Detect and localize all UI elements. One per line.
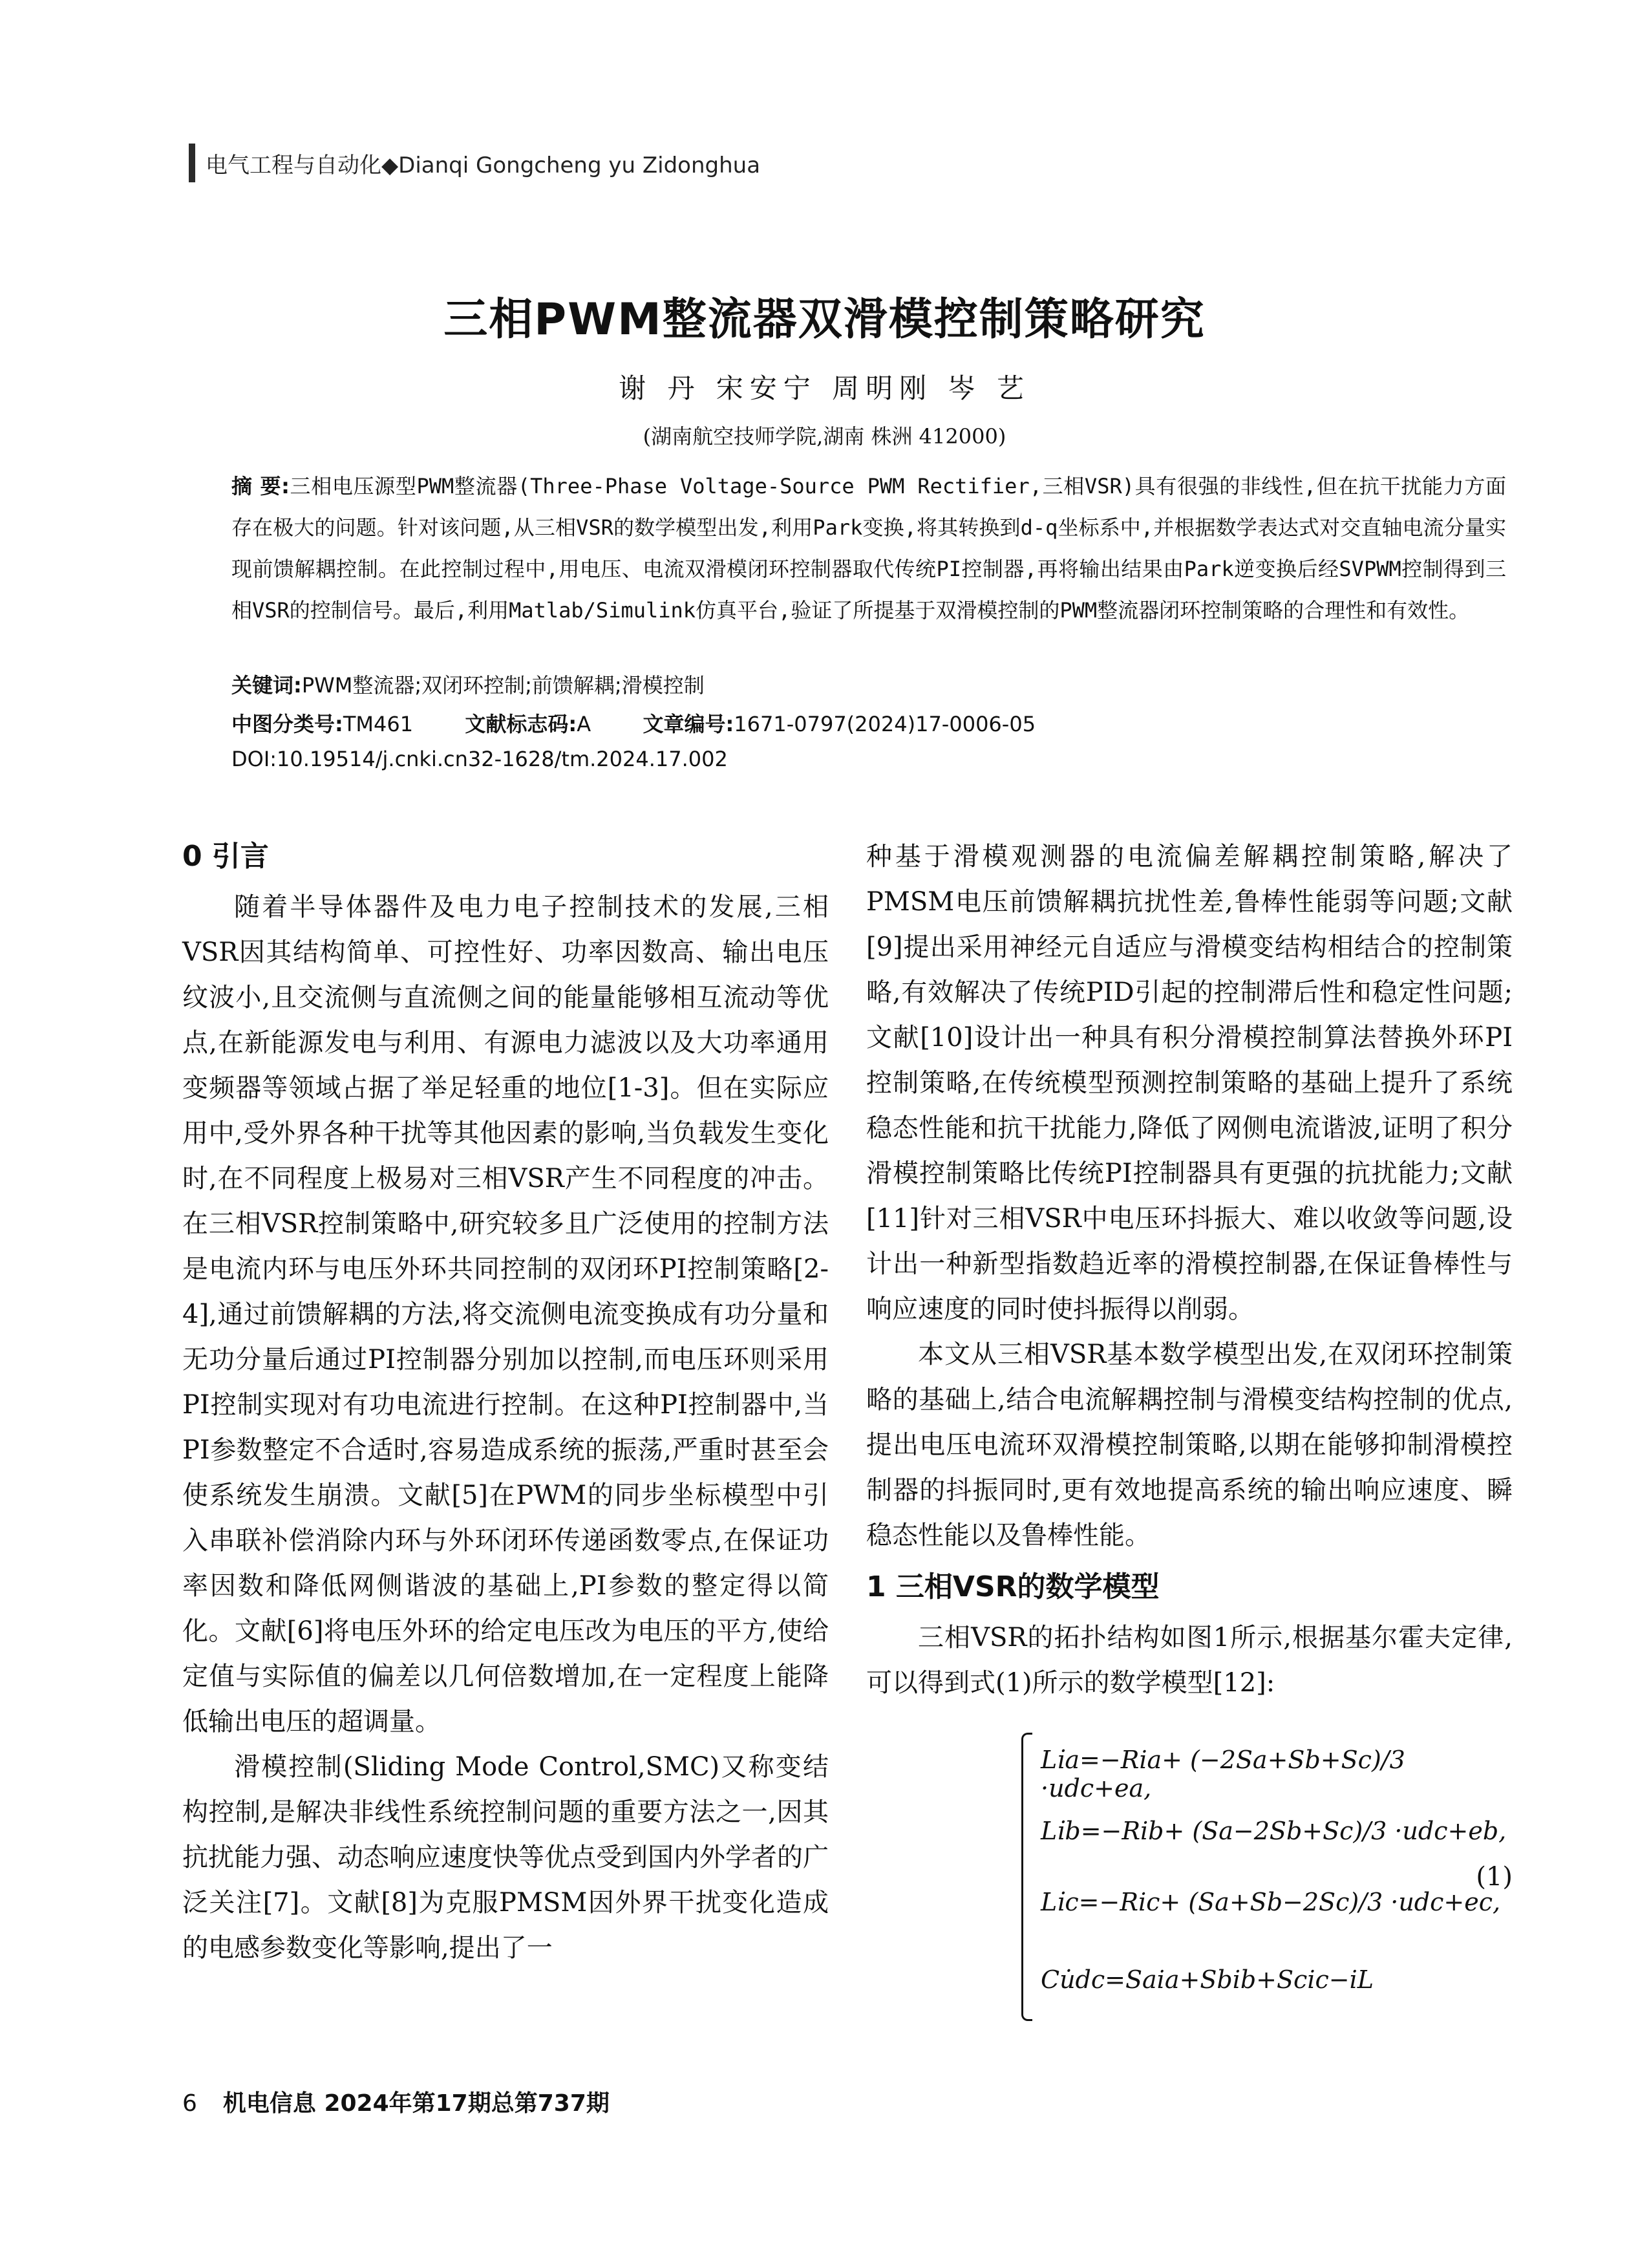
section-0-paragraph-1: 随着半导体器件及电力电子控制技术的发展,三相VSR因其结构简单、可控性好、功率因数高、输出电压纹波小,且交流侧与直流侧之间的能量能够相互流动等优点,在新能源发电与利用、有源电力滤波以及大功率通用变频器等领域占据了举足轻重的地位[1-3]。但在实际应用中,受外界各种干扰等其他因素的影响,当负载发生变化时,在不同程度上极易对三相VSR产生不同程度的冲击。在三相VSR控制策略中,研究较多且广泛使用的控制方法是电流内环与电压外环共同控制的双闭环PI控制策略[2-4],通过前馈解耦的方法,将交流侧电流变换成有功分量和无功分量后通过PI控制器分别加以控制,而电压环则采用PI控制实现对有功电流进行控制。在这种PI控制器中,当PI参数整定不合适时,容易造成系统的振荡,严重时甚至会使系统发生崩溃。文献[5]在PWM的同步坐标模型中引入串联补偿消除内环与外环闭环传递函数零点,在保证功率因数和降低网侧谐波的基础上,PI参数的整定得以简化。文献[6]将电压外环的给定电压改为电压的平方,使给定值与实际值的偏差以几何倍数增加,在一定程度上能降低输出电压的超调量。 [182, 892, 829, 1737]
keywords-label: 关键词: [231, 673, 302, 698]
doc-code-value: A [577, 712, 591, 736]
page-number: 6 [182, 2090, 197, 2117]
equation-line-3: Li̇c=−Ric+ (Sa+Sb−2Sc)/3 ·udc+ec, [1041, 1888, 1501, 1916]
section-1-title: 1 三相VSR的数学模型 [866, 1570, 1160, 1603]
paper-title: 三相PWM整流器双滑模控制策略研究 [443, 294, 1206, 345]
footer-journal: 机电信息 2024年第17期总第737期 [222, 2090, 610, 2117]
section-0-paragraph-2-continued: 种基于滑模观测器的电流偏差解耦控制策略,解决了PMSM电压前馈解耦抗扰性差,鲁棒性能弱等问题;文献[9]提出采用神经元自适应与滑模变结构相结合的控制策略,有效解决了传统PID引起的控制滞后性和稳定性问题;文献[10]设计出一种具有积分滑模控制算法替换外环PI控制策略,在传统模型预测控制策略的基础上提升了系统稳态性能和抗干扰能力,降低了网侧电流谐波,证明了积分滑模控制策略比传统PI控制器具有更强的抗扰能力;文献[11]针对三相VSR中电压环抖振大、难以收敛等问题,设计出一种新型指数趋近率的滑模控制器,在保证鲁棒性与响应速度的同时使抖振得以削弱。 [866, 842, 1513, 1324]
section-0-title: 0 引言 [182, 840, 269, 873]
article-number-value: 1671-0797(2024)17-0006-05 [734, 712, 1036, 736]
section-0-paragraph-2: 滑模控制(Sliding Mode Control,SMC)又称变结构控制,是解决非线性系统控制问题的重要方法之一,因其抗扰能力强、动态响应速度快等优点受到国内外学者的广泛关注[7]。文献[8]为克服PMSM因外界干扰变化造成的电感参数变化等影响,提出了一 [182, 1752, 829, 1963]
section-1-paragraph-1: 三相VSR的拓扑结构如图1所示,根据基尔霍夫定律,可以得到式(1)所示的数学模型[12]: [866, 1623, 1513, 1698]
abstract-text: 三相电压源型PWM整流器(Three-Phase Voltage-Source PWM Rectifier,三相VSR)具有很强的非线性,但在抗干扰能力方面存在极大的问题。针对该问题,从三相VSR的数学模型出发,利用Park变换,将其转换到d-q坐标系中,并根据数学表达式对交直轴电流分量实现前馈解耦控制。在此控制过程中,用电压、电流双滑模闭环控制器取代传统PI控制器,再将输出结果由Park逆变换后经SVPWM控制得到三相VSR的控制信号。最后,利用Matlab/Simulink仿真平台,验证了所提基于双滑模控制的PWM整流器闭环控制策略的合理性和有效性。 [231, 474, 1506, 623]
right-column [866, 834, 1513, 1706]
article-number-label: 文章编号: [643, 712, 734, 736]
section-0-paragraph-3: 本文从三相VSR基本数学模型出发,在双闭环控制策略的基础上,结合电流解耦控制与滑模变结构控制的优点,提出电压电流环双滑模控制策略,以期在能够抑制滑模控制器的抖振同时,更有效地提高系统的输出响应速度、瞬稳态性能以及鲁棒性能。 [866, 1340, 1513, 1550]
equation-number: (1) [1476, 1862, 1513, 1892]
abstract [231, 465, 1506, 631]
abstract-label: 摘 要: [231, 474, 290, 498]
header-text: 电气工程与自动化◆Dianqi Gongcheng yu Zidonghua [206, 152, 761, 178]
equation-line-1: Li̇a=−Ria+ (−2Sa+Sb+Sc)/3 ·udc+ea, [1041, 1746, 1405, 1803]
equation-line-4: Cu̇dc=Saia+Sbib+Scic−iL [1041, 1965, 1374, 1994]
doi [231, 747, 728, 771]
keywords-text: PWM整流器;双闭环控制;前馈解耦;滑模控制 [301, 673, 705, 698]
keywords [231, 669, 705, 699]
journal-header [189, 144, 760, 182]
doc-code-label: 文献标志码: [465, 712, 577, 736]
paper-affiliation: (湖南航空技师学院,湖南 株洲 412000) [643, 424, 1006, 449]
left-column [182, 834, 829, 1971]
doi-label: DOI: [231, 747, 277, 771]
equation-line-2: Li̇b=−Rib+ (Sa−2Sb+Sc)/3 ·udc+eb, [1041, 1817, 1507, 1845]
paper-authors: 谢 丹 宋安宁 周明刚 岑 艺 [619, 372, 1030, 404]
clc-label: 中图分类号: [231, 712, 343, 736]
doi-value: 10.19514/j.cnki.cn32-1628/tm.2024.17.002 [277, 747, 728, 771]
clc-value: TM461 [343, 712, 414, 736]
classification [231, 708, 1036, 738]
equation-1 [1021, 1733, 1513, 2017]
equation-brace [1021, 1733, 1032, 2021]
header-bar [189, 144, 195, 182]
page-footer [182, 2085, 610, 2118]
